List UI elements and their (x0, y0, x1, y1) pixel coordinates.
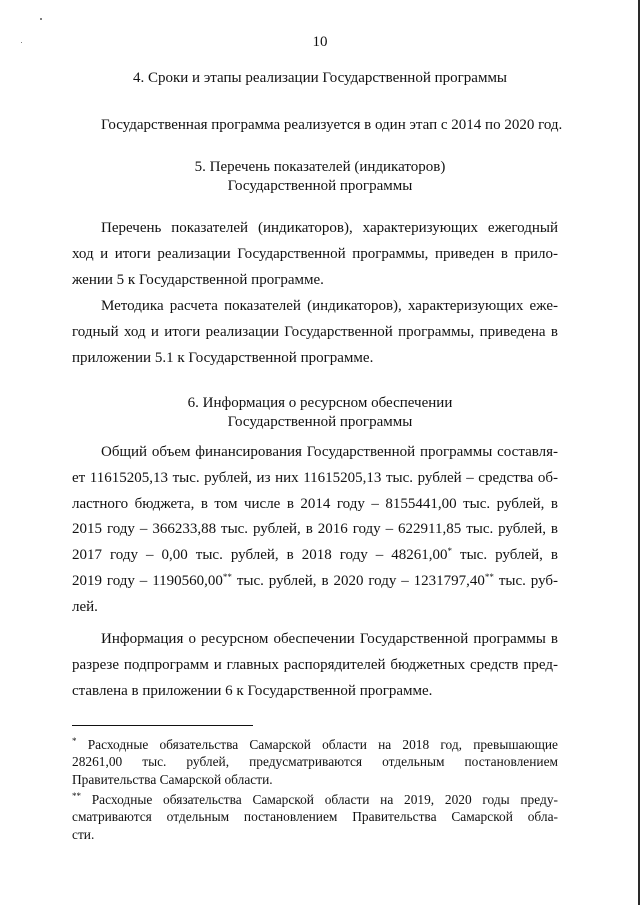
footnote-mark: ** (72, 791, 81, 801)
page-number: 10 (312, 34, 328, 50)
footnote-ref-1: * (447, 546, 453, 557)
paragraph-line: ход и итоги реализации Государственной программы, приведен в прило- (72, 245, 558, 262)
line-part: тыс. руб- (493, 572, 558, 589)
line-part: 2017 году – 0,00 тыс. рублей, в 2018 году – 48261,00 (72, 547, 448, 564)
footnote-line: 28261,00 тыс. рублей, предусматриваются отдельным постановлением (72, 754, 558, 770)
footnote-2 (72, 791, 558, 843)
line-part: 2019 году – 1190560,00 (72, 572, 223, 589)
section-5-paragraph-1 (72, 216, 558, 293)
footnote-text: Расходные обязательства Самарской области на 2018 год, превышающие (76, 737, 558, 752)
heading-line: 5. Перечень показателей (индикаторов) (194, 159, 446, 175)
footnote-line: Правительства Самарской области. (72, 771, 273, 787)
line-part: тыс. рублей, в (452, 547, 558, 564)
section-5-paragraph-2 (72, 294, 558, 371)
paragraph-line: жении 5 к Государственной программе. (72, 271, 324, 288)
paragraph-line: годный ход и итоги реализации Государственной программы, приведена в (72, 323, 558, 340)
paragraph-line: Общий объем финансирования Государственной программы составля- (101, 444, 558, 460)
paragraph-line: Перечень показателей (индикаторов), характеризующих ежегодный (101, 220, 558, 236)
section-6-paragraph-1 (72, 440, 558, 621)
footnote-line (72, 791, 558, 808)
paragraph-line: ставлена в приложении 6 к Государственной программе. (72, 682, 433, 699)
scan-speck (40, 18, 42, 20)
footnote-ref-2: ** (222, 571, 232, 582)
section-4-paragraph (72, 113, 563, 139)
scan-speck (21, 42, 22, 43)
heading-line: Государственной программы (227, 178, 413, 194)
paragraph-line: лей. (72, 598, 98, 615)
section-6-heading (0, 394, 640, 432)
footnote-1 (72, 736, 558, 788)
paragraph-line: разрезе подпрограмм и главных распорядителей бюджетных средств пред- (72, 656, 558, 673)
paragraph-line (72, 543, 558, 569)
paragraph-line: ластного бюджета, в том числе в 2014 году – 8155441,00 тыс. рублей, в (72, 495, 558, 512)
paragraph-line: Государственная программа реализуется в один этап с 2014 по 2020 год. (101, 117, 563, 133)
footnote-text: Расходные обязательства Самарской области на 2019, 2020 годы преду- (81, 792, 558, 807)
footnote-separator (72, 725, 253, 726)
line-part: тыс. рублей, в 2020 году – 1231797,40 (231, 572, 485, 589)
section-4-heading: 4. Сроки и этапы реализации Государственной программы (132, 70, 508, 86)
paragraph-line (72, 569, 558, 595)
paragraph-line: ет 11615205,13 тыс. рублей, из них 11615205,13 тыс. рублей – средства об- (72, 469, 558, 486)
heading-line: 6. Информация о ресурсном обеспечении (187, 395, 453, 411)
paragraph-line: приложении 5.1 к Государственной программе. (72, 349, 374, 366)
footnote-line: сти. (72, 826, 95, 842)
footnote-mark: * (72, 736, 77, 746)
heading-line: Государственной программы (227, 414, 413, 430)
paragraph-line: 2015 году – 366233,88 тыс. рублей, в 2016 году – 622911,85 тыс. рублей, в (72, 521, 558, 538)
footnote-ref-2: ** (484, 571, 494, 582)
section-6-paragraph-2 (72, 627, 558, 704)
paragraph-line: Информация о ресурсном обеспечении Государственной программы в (101, 631, 558, 647)
section-5-heading (0, 158, 640, 196)
footnote-line (72, 736, 558, 753)
footnote-line: сматриваются отдельным постановлением Правительства Самарской обла- (72, 809, 558, 825)
paragraph-line: Методика расчета показателей (индикаторов), характеризующих еже- (101, 298, 558, 314)
